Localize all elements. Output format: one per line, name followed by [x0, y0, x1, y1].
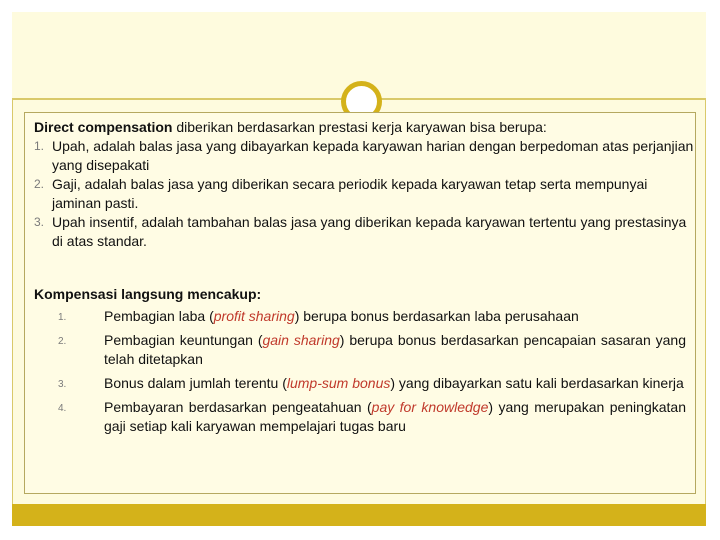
item-text-before: Pembayaran berdasarkan pengeatahuan ( — [104, 399, 372, 415]
item-text-after: ) yang dibayarkan satu kali berdasarkan kinerja — [390, 375, 684, 391]
item-text-after: ) yang merupakan peningkatan gaji setiap kali karyawan mempelajari tugas baru — [104, 399, 686, 434]
list-item — [34, 307, 686, 326]
list-item — [34, 137, 694, 175]
item-term: gain sharing — [262, 332, 340, 348]
section2-heading — [34, 285, 686, 304]
item-term: pay for knowledge — [371, 399, 489, 415]
list-number: 4. — [58, 403, 67, 414]
list-number: 2. — [58, 336, 67, 347]
list-number: 3. — [58, 379, 67, 390]
item-text-after: ) berupa bonus berdasarkan pencapaian sasaran yang telah ditetapkan — [104, 332, 686, 367]
list-item — [34, 331, 686, 369]
list-item-text: Upah, adalah balas jasa yang dibayarkan kepada karyawan harian dengan berpedoman atas perjanjian yang disepakati — [52, 138, 694, 173]
item-term: lump-sum bonus — [286, 375, 391, 391]
item-text-before: Bonus dalam jumlah terentu ( — [104, 375, 287, 391]
footer-bar — [12, 504, 706, 526]
kompensasi-langsung-section — [34, 285, 686, 436]
section1-lead — [34, 118, 694, 137]
list-item — [34, 374, 686, 393]
list-item-text: Upah insentif, adalah tambahan balas jasa yang diberikan kepada karyawan tertentu yang prestasinya di atas standar. — [52, 214, 687, 249]
section1-lead-bold: Direct compensation — [34, 119, 173, 135]
list-number: 3. — [34, 215, 45, 229]
section1-lead-rest: diberikan berdasarkan prestasi kerja karyawan bisa berupa: — [172, 119, 547, 135]
section2-heading-text: Kompensasi langsung mencakup: — [34, 286, 262, 302]
item-term: profit sharing — [213, 308, 295, 324]
list-number: 1. — [58, 312, 67, 323]
item-text-before: Pembagian keuntungan ( — [104, 332, 263, 348]
list-item — [34, 213, 694, 251]
list-item-text: Gaji, adalah balas jasa yang diberikan secara periodik kepada karyawan tetap serta mempunyai jaminan pasti. — [52, 176, 648, 211]
list-number: 2. — [34, 177, 45, 191]
list-item — [34, 398, 686, 436]
list-item — [34, 175, 694, 213]
direct-compensation-section — [34, 118, 694, 251]
item-text-after: ) berupa bonus berdasarkan laba perusahaan — [294, 308, 579, 324]
list-number: 1. — [34, 139, 45, 153]
item-text-before: Pembagian laba ( — [104, 308, 214, 324]
